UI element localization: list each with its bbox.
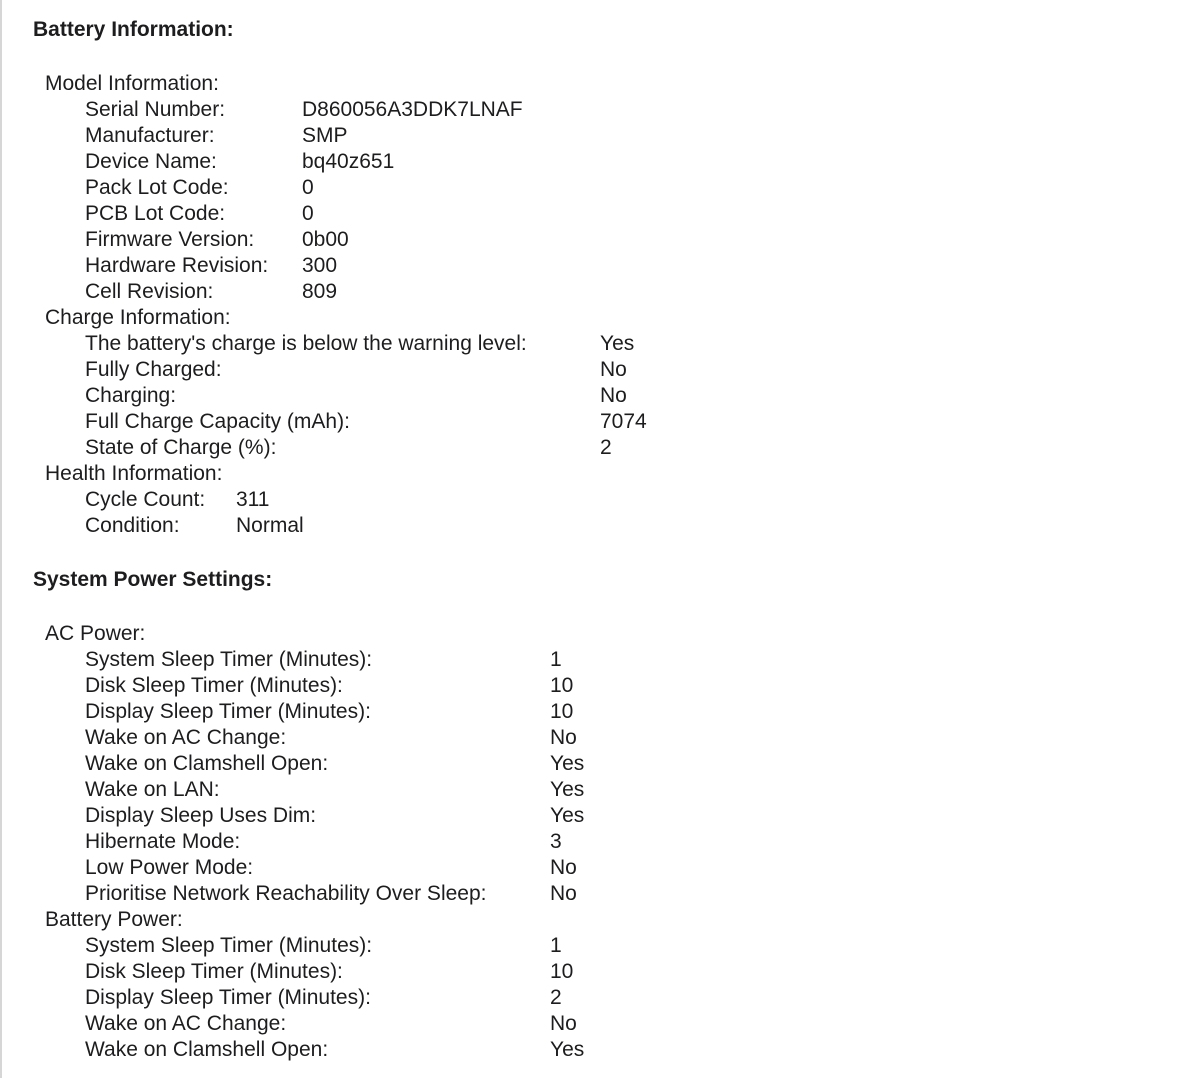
row-value: bq40z651 bbox=[302, 150, 395, 173]
row-value: 10 bbox=[550, 674, 574, 697]
ac-power-label: AC Power: bbox=[45, 622, 146, 645]
row-label: State of Charge (%): bbox=[85, 436, 277, 459]
row-label: Hardware Revision: bbox=[85, 254, 269, 277]
row-value: 311 bbox=[236, 488, 270, 511]
row-value: 0 bbox=[302, 176, 314, 199]
model-information-label: Model Information: bbox=[45, 72, 219, 95]
row-label: Hibernate Mode: bbox=[85, 830, 241, 853]
row-label: Manufacturer: bbox=[85, 124, 215, 147]
row-value: No bbox=[550, 726, 577, 749]
row-label: System Sleep Timer (Minutes): bbox=[85, 934, 373, 957]
row-label: The battery's charge is below the warning level: bbox=[85, 332, 527, 355]
row-label: PCB Lot Code: bbox=[85, 202, 226, 225]
row-label: Serial Number: bbox=[85, 98, 226, 121]
row-label: Wake on Clamshell Open: bbox=[85, 1038, 329, 1061]
row-value: D860056A3DDK7LNAF bbox=[302, 98, 523, 121]
row-label: System Sleep Timer (Minutes): bbox=[85, 648, 373, 671]
system-power-settings-heading: System Power Settings: bbox=[33, 568, 273, 591]
row-value: No bbox=[550, 1012, 577, 1035]
row-value: Yes bbox=[550, 778, 585, 801]
row-label: Cell Revision: bbox=[85, 280, 214, 303]
row-value: Normal bbox=[236, 514, 304, 537]
row-value: No bbox=[550, 856, 577, 879]
row-label: Low Power Mode: bbox=[85, 856, 254, 879]
row-value: SMP bbox=[302, 124, 348, 147]
row-label: Prioritise Network Reachability Over Sleep: bbox=[85, 882, 487, 905]
row-label: Display Sleep Timer (Minutes): bbox=[85, 700, 371, 723]
row-label: Fully Charged: bbox=[85, 358, 222, 381]
row-value: No bbox=[550, 882, 577, 905]
row-label: Cycle Count: bbox=[85, 488, 206, 511]
battery-power-label: Battery Power: bbox=[45, 908, 183, 931]
row-label: Display Sleep Timer (Minutes): bbox=[85, 986, 371, 1009]
row-label: Disk Sleep Timer (Minutes): bbox=[85, 674, 343, 697]
row-value: 10 bbox=[550, 960, 574, 983]
health-information-label: Health Information: bbox=[45, 462, 223, 485]
row-label: Firmware Version: bbox=[85, 228, 255, 251]
row-value: 300 bbox=[302, 254, 338, 277]
row-value: 2 bbox=[550, 986, 562, 1009]
row-value: Yes bbox=[550, 752, 585, 775]
row-value: Yes bbox=[550, 1038, 585, 1061]
row-label: Full Charge Capacity (mAh): bbox=[85, 410, 350, 433]
row-label: Wake on Clamshell Open: bbox=[85, 752, 329, 775]
row-value: Yes bbox=[600, 332, 635, 355]
row-label: Wake on LAN: bbox=[85, 778, 220, 801]
row-value: 1 bbox=[550, 648, 562, 671]
row-label: Charging: bbox=[85, 384, 177, 407]
row-value: 809 bbox=[302, 280, 338, 303]
battery-information-heading: Battery Information: bbox=[33, 18, 234, 41]
row-label: Disk Sleep Timer (Minutes): bbox=[85, 960, 343, 983]
row-label: Device Name: bbox=[85, 150, 217, 173]
row-label: Wake on AC Change: bbox=[85, 726, 287, 749]
row-label: Condition: bbox=[85, 514, 180, 537]
charge-information-label: Charge Information: bbox=[45, 306, 231, 329]
row-value: 2 bbox=[600, 436, 612, 459]
row-value: 0 bbox=[302, 202, 314, 225]
row-value: 0b00 bbox=[302, 228, 349, 251]
row-label: Wake on AC Change: bbox=[85, 1012, 287, 1035]
row-value: 10 bbox=[550, 700, 574, 723]
row-value: 1 bbox=[550, 934, 562, 957]
row-label: Pack Lot Code: bbox=[85, 176, 229, 199]
row-value: No bbox=[600, 358, 627, 381]
row-value: No bbox=[600, 384, 627, 407]
row-label: Display Sleep Uses Dim: bbox=[85, 804, 317, 827]
pane-left-border bbox=[0, 0, 2, 1078]
row-value: 7074 bbox=[600, 410, 647, 433]
row-value: 3 bbox=[550, 830, 562, 853]
row-value: Yes bbox=[550, 804, 585, 827]
